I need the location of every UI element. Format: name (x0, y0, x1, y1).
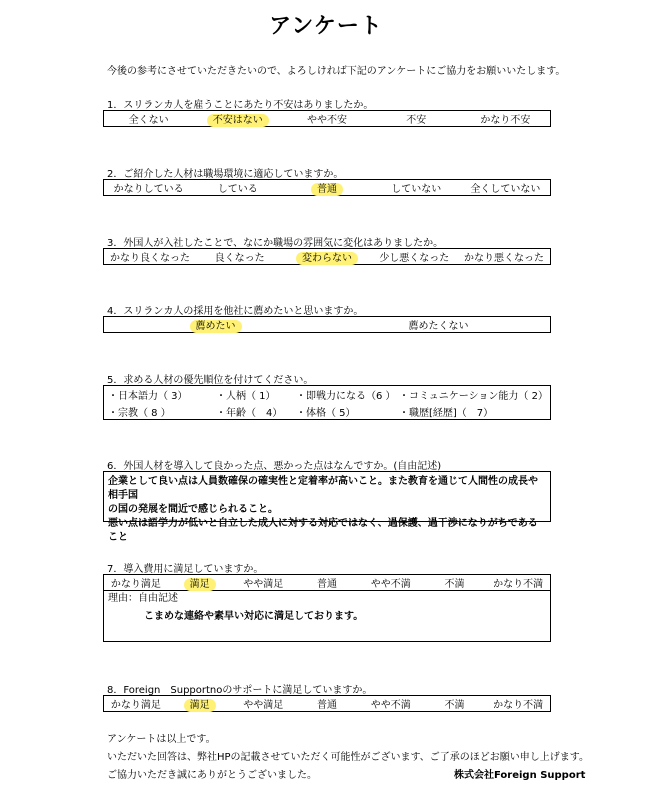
q3-option[interactable] (283, 249, 370, 264)
q2-option[interactable] (372, 180, 461, 195)
q2-option-label: していない (391, 184, 442, 195)
q4-option-label: 薦めたくない (408, 321, 469, 332)
priority-physique: ・体格（ 5） (296, 408, 356, 419)
footer-line-2: いただいた回答は、弊社HPの記載させていただく可能性がございます、ご了承のほどお願い申し上げます。 (107, 752, 589, 763)
priority-career: ・職歴[経歴]（ 7） (399, 408, 494, 419)
q7-option[interactable] (104, 575, 168, 590)
q8-option-label: 満足 (184, 699, 216, 712)
q6-answer-line-3: 悪い点は語学力が低いと自立した成人に対する対応ではなく、過保護、過干渉になりがちであること (108, 518, 538, 543)
footer-line-1: アンケートは以上です。 (107, 734, 216, 745)
q7-option[interactable] (423, 575, 487, 590)
company-name: 株式会社Foreign Support (454, 770, 586, 781)
footer-line-3: ご協力いただき誠にありがとうございました。 (107, 770, 317, 781)
q3-option-label: かなり悪くなった (463, 253, 544, 264)
question-3: 3．外国人が入社したことで、なにか職場の雰囲気に変化はありましたか。 (107, 238, 444, 249)
q7-reason-text: こまめな連絡や素早い対応に満足しております。 (144, 611, 364, 622)
q3-option-label: 良くなった (214, 253, 265, 264)
q8-option-label: かなり満足 (110, 700, 161, 711)
q5-priority-box (103, 385, 551, 420)
q4-options (103, 316, 551, 333)
q1-option-label: 不安はない (207, 114, 269, 127)
question-2: 2．ご紹介した人材は職場環境に適応していますか。 (107, 169, 344, 180)
q6-answer-box (103, 471, 551, 543)
q7-option-label: 不満 (444, 579, 465, 590)
q6-answer-line-1: 企業として良い点は人員数確保の確実性と定着率が高いこと。また教育を通じて人間性の成長や相手国 (108, 476, 538, 501)
q7-option[interactable] (231, 575, 295, 590)
q8-option[interactable] (423, 696, 487, 711)
priority-readiness: ・即戦力になる（6 ） (296, 391, 396, 402)
q8-option[interactable] (359, 696, 423, 711)
q8-option-label: やや不満 (370, 700, 411, 711)
q1-option[interactable] (461, 111, 550, 126)
q4-option-label: 薦めたい (190, 320, 242, 333)
q2-option-label: かなりしている (113, 184, 184, 195)
q1-option[interactable] (104, 111, 193, 126)
intro-text: 今後の参考にさせていただきたいので、よろしければ下記のアンケートにご協力をお願いいたします。 (107, 66, 566, 77)
q7-options (103, 574, 551, 591)
q8-option[interactable] (168, 696, 232, 711)
priority-japanese: ・日本語力（ 3） (108, 391, 188, 402)
q1-option-label: やや不安 (307, 115, 347, 126)
q3-option[interactable] (196, 249, 283, 264)
priority-age: ・年齢（ 4） (216, 408, 283, 419)
q8-option[interactable] (104, 696, 168, 711)
q4-option[interactable] (327, 317, 550, 332)
question-7: 7．導入費用に満足していますか。 (107, 564, 264, 575)
q3-option-label: 変わらない (296, 252, 358, 265)
q3-option-label: 少し悪くなった (379, 253, 450, 264)
q1-options (103, 110, 551, 127)
q8-option-label: 普通 (317, 700, 338, 711)
q1-option[interactable] (282, 111, 371, 126)
q8-option[interactable] (486, 696, 550, 711)
q8-option-label: 不満 (444, 700, 465, 711)
q3-option[interactable] (104, 249, 196, 264)
q3-option[interactable] (371, 249, 458, 264)
priority-communication: ・コミュニケーション能力（ 2） (399, 391, 548, 402)
q2-option-label: している (217, 184, 258, 195)
q7-option[interactable] (359, 575, 423, 590)
q3-option-label: かなり良くなった (110, 253, 190, 264)
q7-reason-box (103, 590, 551, 642)
q8-options (103, 695, 551, 712)
q7-reason-label: 理由：自由記述 (108, 593, 178, 604)
question-4: 4．スリランカ人の採用を他社に薦めたいと思いますか。 (107, 306, 364, 317)
q3-option[interactable] (458, 249, 550, 264)
q7-option-label: かなり満足 (110, 579, 161, 590)
priority-religion: ・宗教（ 8 ） (108, 408, 171, 419)
q8-option[interactable] (231, 696, 295, 711)
q2-option[interactable] (461, 180, 550, 195)
q2-option-label: 普通 (311, 183, 343, 196)
question-5: 5．求める人材の優先順位を付けてください。 (107, 375, 314, 386)
q2-option[interactable] (193, 180, 282, 195)
q7-option-label: かなり不満 (493, 579, 544, 590)
q1-option-label: 全くない (128, 115, 169, 126)
q7-option-label: やや不満 (370, 579, 411, 590)
q6-answer-line-2: の国の発展を間近で感じられること。 (108, 504, 278, 515)
q7-option[interactable] (295, 575, 359, 590)
q8-option-label: かなり不満 (493, 700, 544, 711)
q3-options (103, 248, 551, 265)
priority-row-2 (104, 403, 550, 420)
q2-option-label: 全くしていない (470, 184, 541, 195)
q1-option-label: 不安 (406, 115, 427, 126)
question-6: 6．外国人材を導入して良かった点、悪かった点はなんですか。(自由記述) (107, 461, 442, 472)
q7-option-label: やや満足 (243, 579, 284, 590)
priority-row-1 (104, 386, 550, 403)
q7-option[interactable] (486, 575, 550, 590)
q4-option[interactable] (104, 317, 327, 332)
q7-option-label: 普通 (317, 579, 338, 590)
priority-personality: ・人柄（ 1） (216, 391, 276, 402)
q2-option[interactable] (282, 180, 371, 195)
q8-option-label: やや満足 (243, 700, 284, 711)
q1-option[interactable] (372, 111, 461, 126)
q1-option-label: かなり不安 (480, 115, 531, 126)
q1-option[interactable] (193, 111, 282, 126)
q2-options (103, 179, 551, 196)
question-8: 8．Foreign Supportnoのサポートに満足していますか。 (107, 685, 373, 696)
q2-option[interactable] (104, 180, 193, 195)
question-1: 1．スリランカ人を雇うことにあたり不安はありましたか。 (107, 100, 374, 111)
q7-option-label: 満足 (184, 578, 216, 591)
page-title: アンケート (269, 14, 383, 39)
q8-option[interactable] (295, 696, 359, 711)
q7-option[interactable] (168, 575, 232, 590)
